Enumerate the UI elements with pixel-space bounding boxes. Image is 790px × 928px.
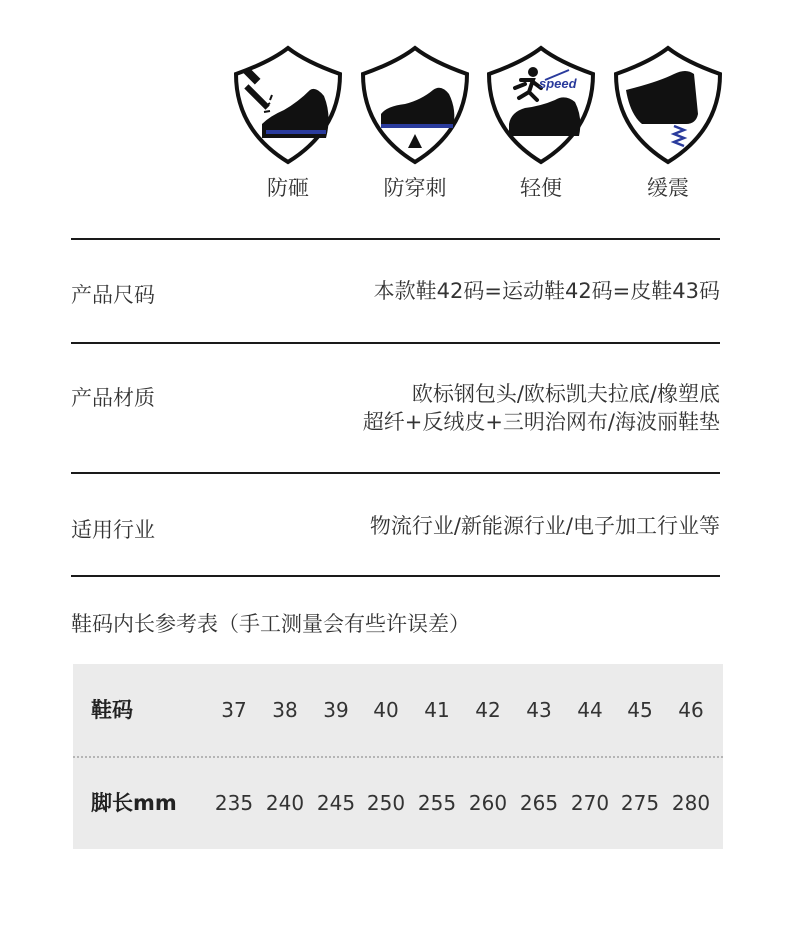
size-row-header: 鞋码: [91, 698, 133, 722]
divider: [71, 342, 720, 344]
feature-label: 轻便: [520, 176, 562, 200]
feature-label: 防穿刺: [383, 176, 447, 200]
anti-smash-icon: [232, 44, 344, 166]
size-cell: 43: [526, 698, 552, 722]
size-table-caption: 鞋码内长参考表（手工测量会有些许误差）: [71, 612, 470, 636]
length-cell: 280: [671, 791, 711, 815]
spec-size-value: 本款鞋42码=运动鞋42码=皮鞋43码: [373, 279, 720, 303]
feature-label: 缓震: [647, 176, 689, 200]
anti-puncture-icon: [359, 44, 471, 166]
length-cell: 270: [570, 791, 610, 815]
feature-anti-smash: [232, 44, 344, 214]
length-row-header: 脚长mm: [91, 791, 177, 815]
lightweight-speed-icon: [485, 44, 597, 166]
feature-lightweight: [485, 44, 597, 214]
divider: [71, 238, 720, 240]
spec-material-label: 产品材质: [71, 386, 155, 410]
length-cell: 260: [468, 791, 508, 815]
length-cell: 245: [316, 791, 356, 815]
spec-industry-value: 物流行业/新能源行业/电子加工行业等: [369, 514, 720, 538]
size-cell: 39: [323, 698, 349, 722]
size-cell: 45: [627, 698, 653, 722]
size-cell: 46: [678, 698, 704, 722]
size-row: [73, 664, 723, 756]
feature-anti-puncture: [359, 44, 471, 214]
size-cell: 44: [577, 698, 603, 722]
size-cell: 38: [272, 698, 298, 722]
length-cell: 255: [417, 791, 457, 815]
shock-absorb-icon: [612, 44, 724, 166]
divider: [71, 575, 720, 577]
feature-label: 防砸: [267, 176, 309, 200]
spec-material-value-line1: 欧标钢包头/欧标凯夫拉底/橡塑底: [411, 382, 720, 406]
length-cell: 235: [214, 791, 254, 815]
length-cell: 265: [519, 791, 559, 815]
size-cell: 37: [221, 698, 247, 722]
spec-size-label: 产品尺码: [71, 283, 155, 307]
divider: [71, 472, 720, 474]
size-cell: 41: [424, 698, 450, 722]
spec-material-value-line2: 超纤+反绒皮+三明治网布/海波丽鞋垫: [362, 410, 720, 434]
speed-text: speed: [539, 76, 577, 91]
length-row: [73, 757, 723, 849]
length-cell: 275: [620, 791, 660, 815]
size-table: [73, 664, 723, 849]
feature-shock-absorb: [612, 44, 724, 214]
size-cell: 42: [475, 698, 501, 722]
length-cell: 250: [366, 791, 406, 815]
spec-industry-label: 适用行业: [71, 518, 155, 542]
size-cell: 40: [373, 698, 399, 722]
length-cell: 240: [265, 791, 305, 815]
feature-icons: [232, 44, 724, 214]
